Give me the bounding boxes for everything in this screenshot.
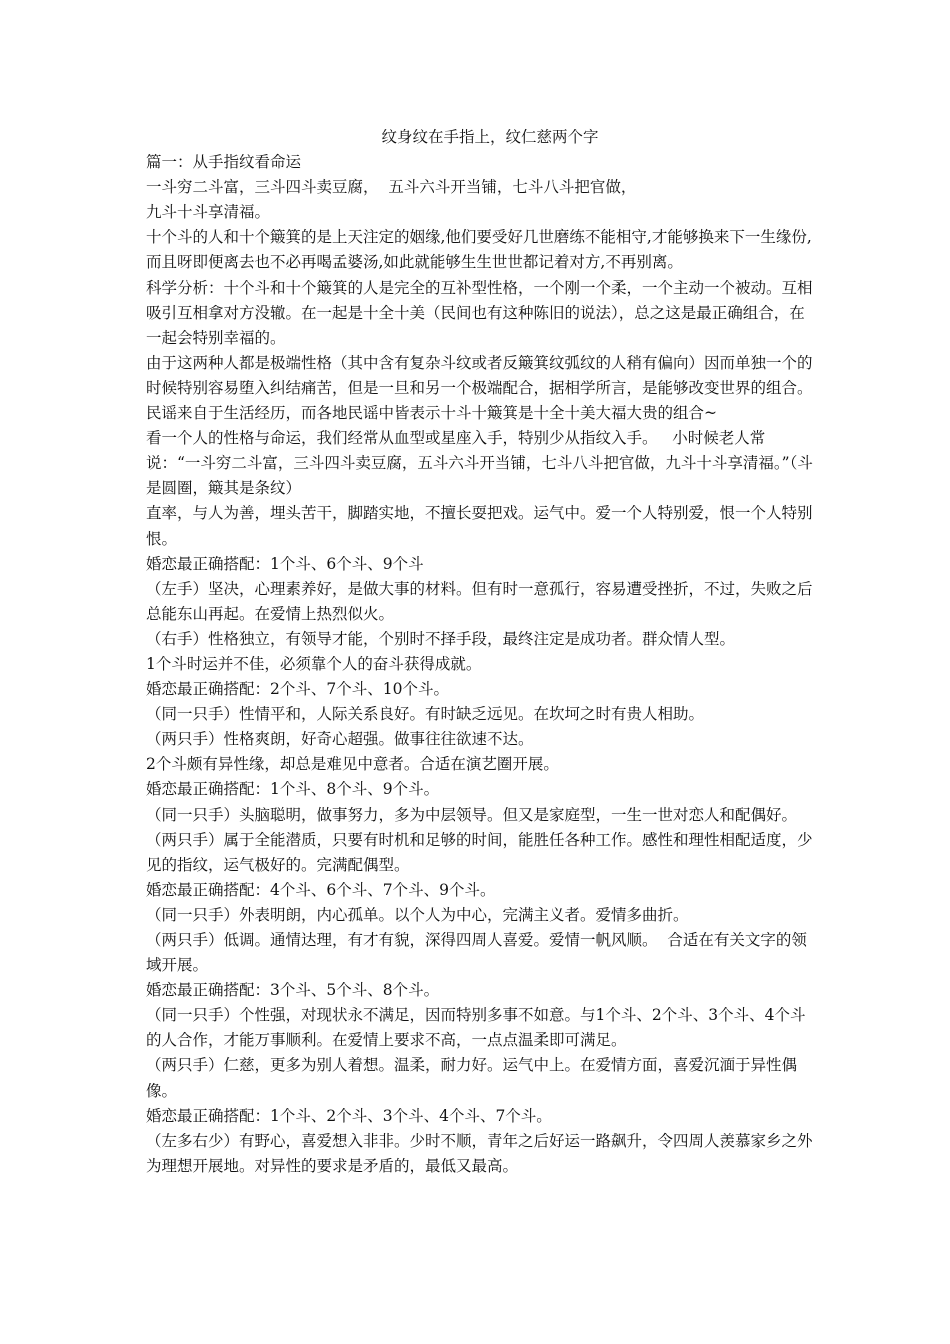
document-title: 纹身纹在手指上，纹仁慈两个字 [381,128,599,146]
paragraph: 婚恋最正确搭配：1个斗、2个斗、3个斗、4个斗、7个斗。 [146,1106,552,1125]
paragraph: （左多右少）有野心，喜爱想入非非。少时不顺，青年之后好运一路飙升，令四周人羡慕家乡之外为理想开展地。对异性的要求是矛盾的，最低又最高。 [146,1131,813,1175]
paragraph: （同一只手）头脑聪明，做事努力，多为中层领导。但又是家庭型，一生一世对恋人和配偶好。 [146,805,798,824]
paragraph: （两只手）仁慈，更多为别人着想。温柔，耐力好。运气中上。在爱情方面，喜爱沉湎于异性偶像。 [146,1056,798,1100]
paragraph: 婚恋最正确搭配：3个斗、5个斗、8个斗。 [146,981,440,1000]
paragraph: 婚恋最正确搭配：2个斗、7个斗、10个斗。 [146,680,449,699]
paragraph: 看一个人的性格与命运，我们经常从血型或星座入手，特别少从指纹入手。 小时候老人常说：“一斗穷二斗富，三斗四斗卖豆腐，五斗六斗开当铺，七斗八斗把官做，九斗十斗享清福。”（斗是圆圈，簸其是条纹） [146,429,813,498]
paragraph: （两只手）性格爽朗，好奇心超强。做事往往欲速不达。 [146,730,534,749]
paragraph: 民谣来自于生活经历，而各地民谣中皆表示十斗十簸箕是十全十美大福大贵的组合~ [146,404,717,423]
paragraph: （两只手）属于全能潜质，只要有时机和足够的时间，能胜任各种工作。感性和理性相配适度，少见的指纹，运气极好的。完满配偶型。 [146,830,813,874]
paragraph: 婚恋最正确搭配：4个斗、6个斗、7个斗、9个斗。 [146,880,496,899]
paragraph: 婚恋最正确搭配：1个斗、8个斗、9个斗。 [146,780,440,799]
paragraph: 一斗穷二斗富，三斗四斗卖豆腐， 五斗六斗开当铺，七斗八斗把官做， [146,178,637,197]
paragraph: 婚恋最正确搭配：1个斗、6个斗、9个斗 [146,554,424,573]
paragraph: （同一只手）性情平和，人际关系良好。有时缺乏远见。在坎坷之时有贵人相助。 [146,705,705,724]
paragraph: 1个斗时运并不佳，必须靠个人的奋斗获得成就。 [146,654,482,673]
paragraph: 十个斗的人和十个簸箕的是上天注定的姻缘,他们要受好几世磨练不能相守,才能够换来下一生缘份,而且呀即便离去也不必再喝孟婆汤,如此就能够生生世世都记着对方,不再别离。 [146,228,812,272]
paragraph: 直率，与人为善，埋头苦干，脚踏实地，不擅长耍把戏。运气中。爱一个人特别爱，恨一个人特别恨。 [146,504,813,548]
paragraph: 科学分析：十个斗和十个簸箕的人是完全的互补型性格，一个刚一个柔，一个主动一个被动。互相吸引互相拿对方没辙。在一起是十全十美（民间也有这种陈旧的说法），总之这是最正确组合，在一起会特别幸福的。 [146,278,813,347]
document-body [146,150,818,1179]
paragraph: （同一只手）外表明朗，内心孤单。以个人为中心，完满主义者。爱情多曲折。 [146,905,689,924]
paragraph: 九斗十斗享清福。 [146,203,271,222]
paragraph: 2个斗颇有异性缘，却总是难见中意者。合适在演艺圈开展。 [146,755,559,774]
document-page [146,125,818,1179]
paragraph: （两只手）低调。通情达理，有才有貌，深得四周人喜爱。爱情一帆风顺。 合适在有关文字的领域开展。 [146,931,807,975]
paragraph: （左手）坚决，心理素养好，是做大事的材料。但有时一意孤行，容易遭受挫折，不过，失败之后总能东山再起。在爱情上热烈似火。 [146,579,813,623]
paragraph: （同一只手）个性强，对现状永不满足，因而特别多事不如意。与1个斗、2个斗、3个斗、4个斗的人合作，才能万事顺利。在爱情上要求不高，一点点温柔即可满足。 [146,1006,806,1050]
paragraph: （右手）性格独立，有领导才能，个别时不择手段，最终注定是成功者。群众情人型。 [146,629,736,648]
paragraph: 篇一：从手指纹看命运 [146,153,302,172]
paragraph: 由于这两种人都是极端性格（其中含有复杂斗纹或者反簸箕纹弧纹的人稍有偏向）因而单独一个的时候特别容易堕入纠结痛苦，但是一旦和另一个极端配合，据相学所言，是能够改变世界的组合。 [146,353,813,397]
